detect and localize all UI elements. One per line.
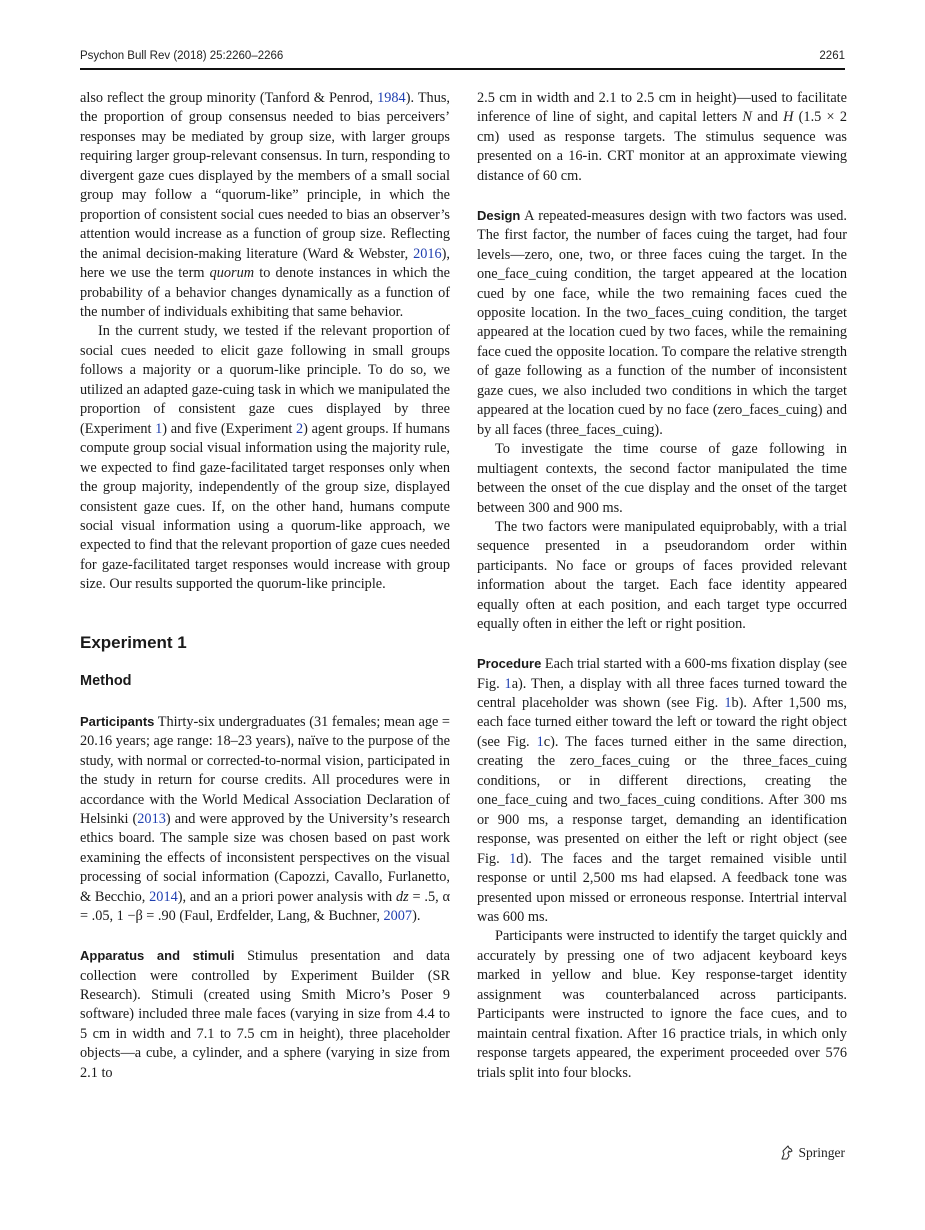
paragraph-apparatus: Apparatus and stimuli Stimulus presentation and data collection were controlled by Experiment Builder (SR Research). Stimuli (created using Smith Micro’s Poser 9 software) included three male faces (varying in size from 4.4 to 5 cm in width and 7.1 to 7.5 cm in height), three placeholder objects—a cube, a cylinder, and a sphere (varying in size from 2.1 to (80, 948, 450, 1081)
right-column (477, 89, 847, 1083)
paragraph-apparatus-continued: 2.5 cm in width and 2.1 to 2.5 cm in height)—used to facilitate inference of line of sight, and capital letters N and H (1.5 × 2 cm) used as response targets. The stimulus sequence was presented on a 16-in. CRT monitor at an approximate viewing distance of 60 cm. (477, 90, 847, 184)
paragraph-participants: Participants Thirty-six undergraduates (31 females; mean age = 20.16 years; age range: 18–23 years), naïve to the purpose of the study, with normal or corrected-to-normal vision, participated in the study in return for course credits. All procedures were in accordance with the World Medical Association Declaration of Helsinki (2013) and were approved by the University’s research ethics board. The sample size was chosen based on past work examining the effects of inconsistent perspectives on the visual processing of social information (Capozzi, Cavallo, Furlanetto, & Becchio, 2014), and an a priori power analysis with dz = .5, α = .05, 1 −β = .90 (Faul, Erdfelder, Lang, & Buchner, 2007). (80, 713, 450, 925)
paragraph-group-minority: also reflect the group minority (Tanford & Penrod, 1984). Thus, the proportion of group consensus needed to bias perceivers’ responses may be mediated by group size, with larger groups requiring larger group-relevant consensus. In turn, responding to divergent gaze cues displayed by the members of a small social group may follow a “quorum-like” principle, in which the proportion of consistent social cues needed to bias an observer’s attention would increase as a function of group size. Reflecting the animal decision-making literature (Ward & Webster, 2016), here we use the term quorum to denote instances in which the probability of a behavior changes dynamically as a function of the number of individuals exhibiting that same behavior. (80, 90, 450, 320)
publisher-footer (779, 1145, 846, 1161)
figure-link[interactable]: 1 (509, 850, 517, 867)
header-rule (80, 68, 845, 70)
paragraph-current-study: In the current study, we tested if the relevant proportion of social cues needed to elicit gaze following in small groups follows a majority or a quorum-like principle. To do so, we utilized an adapted gaze-cuing task in which we manipulated the proportion of consistent gaze cues displayed by three (Experiment 1) and five (Experiment 2) agent groups. If humans compute group social visual information using the majority rule, we expected to find gaze-facilitated target responses only when the group majority, independently of the group size, displayed consistent gaze cues. If, on the other hand, humans compute social visual information using a quorum-like approach, we expected to find that the relevant proportion of gaze cues needed for gaze-facilitated target responses would increase with group size. Our results supported the quorum-like principle. (80, 323, 450, 593)
experiment-link[interactable]: 1 (155, 420, 163, 437)
page-number: 2261 (819, 50, 845, 62)
springer-horse-icon (779, 1145, 795, 1161)
left-column (80, 89, 450, 1083)
experiment-link[interactable]: 2 (296, 420, 304, 437)
running-header (80, 50, 845, 68)
journal-citation: Psychon Bull Rev (2018) 25:2260–2266 (80, 50, 284, 62)
citation-link[interactable]: 2007 (383, 908, 413, 925)
paragraph-time-course: To investigate the time course of gaze following in multiagent contexts, the second factor manipulated the time between the onset of the cue display and the onset of the target between 300 and 900 ms. (477, 441, 847, 516)
subsection-heading-method: Method (80, 673, 132, 690)
citation-link[interactable]: 2016 (413, 245, 442, 262)
citation-link[interactable]: 2013 (137, 810, 166, 827)
paragraph-instructions: Participants were instructed to identify the target quickly and accurately by pressing one of two adjacent keyboard keys marked in yellow and blue. Key response-target identity assignment was counterbalanced across participants. Participants were instructed to ignore the face cues, and to maintain central fixation. After 16 practice trials, in which only response targets appeared, the experiment proceeded over 576 trials split into four blocks. (477, 928, 847, 1081)
paragraph-procedure: Procedure Each trial started with a 600-ms fixation display (see Fig. 1a). Then, a display with all three faces turned toward the central placeholder was shown (see Fig. 1b). After 1,500 ms, each face turned either toward the left or toward the right object (see Fig. 1c). The faces turned either in the same direction, creating the zero_faces_cuing or the three_faces_cuing conditions, or in different directions, creating the one_face_cuing and two_faces_cuing conditions. After 300 ms or 900 ms, a response target, demanding an identification response, was presented on either the left or right object (see Fig. 1d). The faces and the target remained visible until response or until 2,500 ms had elapsed. A feedback tone was presented upon missed or erroneous response. Intertrial interval was 600 ms. (477, 656, 848, 925)
paragraph-equiprobable: The two factors were manipulated equiprobably, with a trial sequence presented in a pseudorandom order within participants. No face or groups of faces provided relevant information about the target. Each face identity appeared equally often at each position, and each target type occurred equally often in either the left or right position. (477, 518, 847, 633)
figure-link[interactable]: 1 (536, 733, 544, 750)
publisher-name: Springer (798, 1145, 845, 1160)
section-heading-experiment-1: Experiment 1 (80, 632, 187, 652)
figure-link[interactable]: 1 (504, 675, 512, 692)
paragraph-design: Design A repeated-measures design with two factors was used. The first factor, the number of faces cuing the target, had four levels—zero, one, two, or three faces cuing the target. In the one_face_cuing condition, the target appeared at the location cued by one face, while the two remaining faces cued the opposite location. In the two_faces_cuing condition, the target appeared at the location cued by two faces, while the remaining face cued the opposite location. To compare the relative strength of gaze following as a function of the number of inconsistent gaze cues, we also included two conditions in which the target appeared at the location cued by no face (zero_faces_cuing) and by all faces (three_faces_cuing). (477, 207, 847, 438)
citation-link[interactable]: 2014 (149, 888, 178, 905)
figure-link[interactable]: 1 (724, 695, 732, 712)
citation-link[interactable]: 1984 (377, 90, 406, 106)
